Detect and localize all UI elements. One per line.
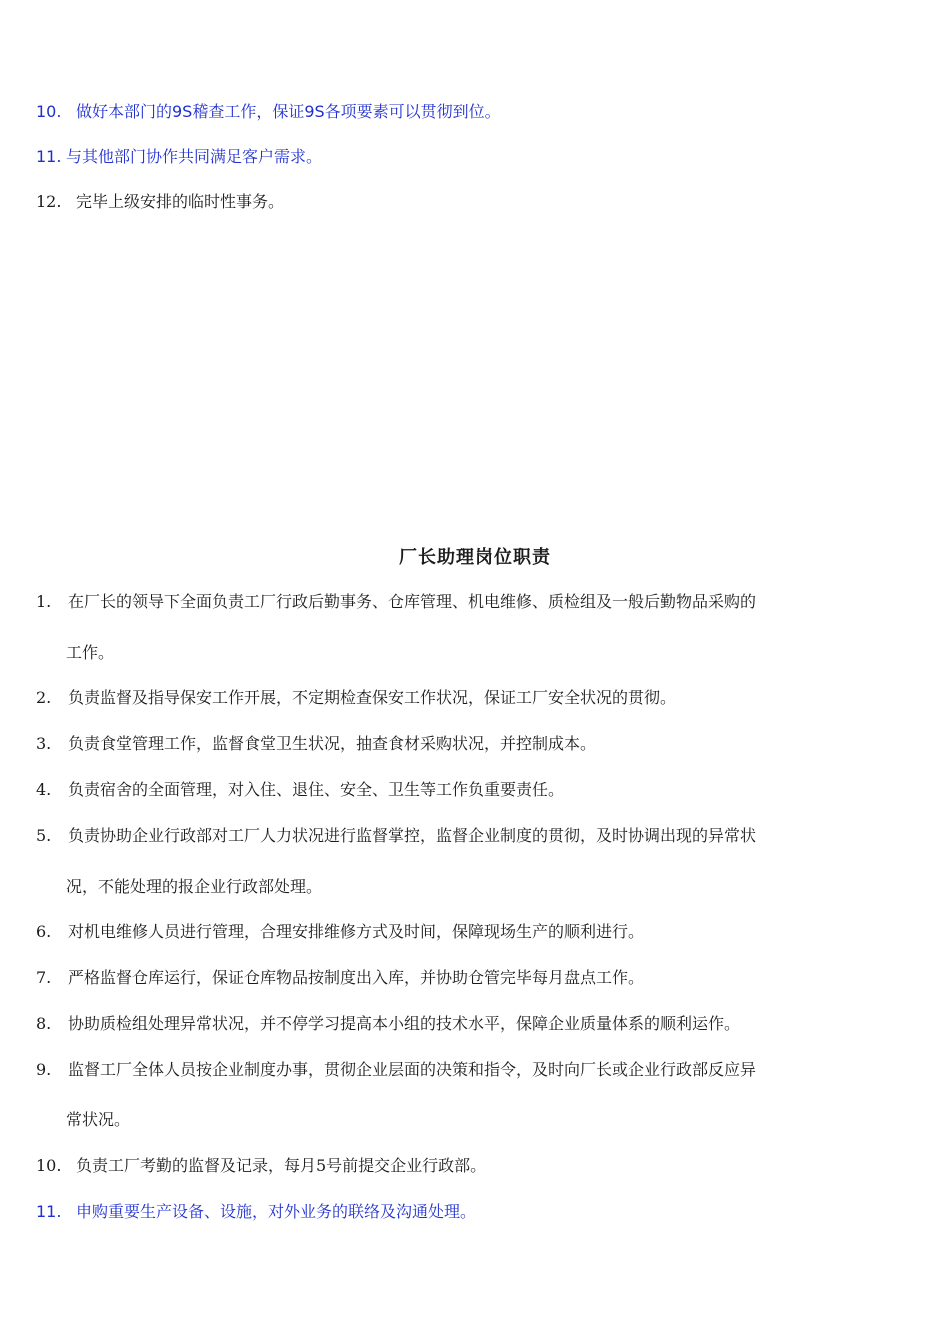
- list-item-9: [36, 1059, 756, 1081]
- top-item-10: [36, 101, 501, 123]
- top-item-12: [36, 191, 284, 213]
- item-text: 与其他部门协作共同满足客户需求。: [66, 147, 323, 166]
- item-number: 2.: [36, 688, 52, 707]
- item-number: 1.: [36, 592, 52, 611]
- top-item-11: [36, 146, 322, 168]
- item-text: 负责监督及指导保安工作开展，不定期检查保安工作状况，保证工厂安全状况的贯彻。: [68, 688, 677, 707]
- item-number: 11.: [36, 1202, 62, 1221]
- list-item-2: [36, 687, 676, 709]
- item-number: 6.: [36, 922, 52, 941]
- list-item-7: [36, 967, 644, 989]
- item-text: 负责食堂管理工作，监督食堂卫生状况，抽查食材采购状况，并控制成本。: [68, 734, 597, 753]
- list-item-11: [36, 1201, 476, 1223]
- item-text: 完毕上级安排的临时性事务。: [76, 192, 285, 211]
- item-number: 8.: [36, 1014, 52, 1033]
- item-text: 监督工厂全体人员按企业制度办事，贯彻企业层面的决策和指令，及时向厂长或企业行政部反应异: [68, 1060, 757, 1079]
- item-number: 9.: [36, 1060, 52, 1079]
- list-item-10: [36, 1155, 486, 1177]
- item-text: 严格监督仓库运行，保证仓库物品按制度出入库，并协助仓管完毕每月盘点工作。: [68, 968, 645, 987]
- list-item-3: [36, 733, 596, 755]
- list-item-5: [36, 825, 756, 847]
- item-text: 负责工厂考勤的监督及记录，每月5号前提交企业行政部。: [76, 1156, 487, 1175]
- list-item-5-continuation: 况，不能处理的报企业行政部处理。: [66, 877, 323, 896]
- list-item-1: [36, 591, 756, 613]
- list-item-9-continuation: 常状况。: [66, 1110, 131, 1129]
- list-item-4: [36, 779, 564, 801]
- item-text: 负责协助企业行政部对工厂人力状况进行监督掌控，监督企业制度的贯彻，及时协调出现的异常状: [68, 826, 757, 845]
- list-item-8: [36, 1013, 740, 1035]
- section-title: 厂长助理岗位职责: [399, 547, 551, 568]
- item-number: 10.: [36, 1156, 62, 1175]
- list-item-1-continuation: 工作。: [66, 643, 115, 662]
- item-text: 对机电维修人员进行管理，合理安排维修方式及时间，保障现场生产的顺利进行。: [68, 922, 645, 941]
- item-number: 7.: [36, 968, 52, 987]
- item-number: 12.: [36, 192, 62, 211]
- item-text: 负责宿舍的全面管理，对入住、退住、安全、卫生等工作负重要责任。: [68, 780, 565, 799]
- item-number: 3.: [36, 734, 52, 753]
- list-item-6: [36, 921, 644, 943]
- item-text: 做好本部门的9S稽查工作，保证9S各项要素可以贯彻到位。: [76, 102, 501, 121]
- item-text: 申购重要生产设备、设施，对外业务的联络及沟通处理。: [76, 1202, 477, 1221]
- item-number: 5.: [36, 826, 52, 845]
- item-text: 在厂长的领导下全面负责工厂行政后勤事务、仓库管理、机电维修、质检组及一般后勤物品采购的: [68, 592, 757, 611]
- item-number: 4.: [36, 780, 52, 799]
- item-text: 协助质检组处理异常状况，并不停学习提高本小组的技术水平，保障企业质量体系的顺利运作。: [68, 1014, 741, 1033]
- item-number: 10.: [36, 102, 62, 121]
- item-number: 11.: [36, 147, 62, 166]
